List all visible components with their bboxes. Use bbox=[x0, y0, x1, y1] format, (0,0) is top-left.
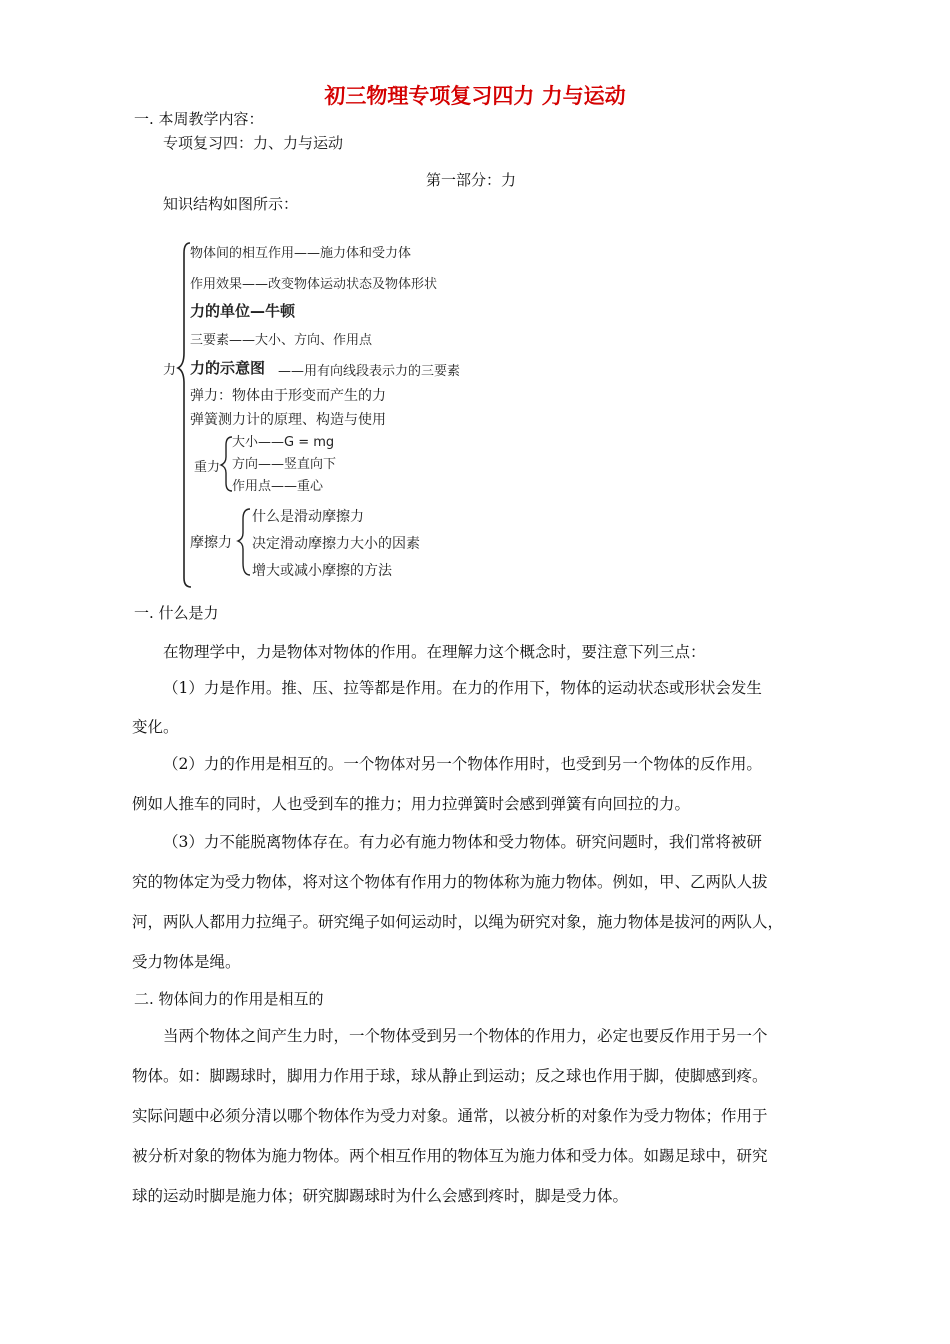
paragraph-line: 究的物体定为受力物体，将对这个物体有作用力的物体称为施力物体。例如，甲、乙两队人拔 bbox=[132, 873, 768, 891]
paragraph-line: 河，两队人都用力拉绳子。研究绳子如何运动时，以绳为研究对象，施力物体是拔河的两队人， bbox=[132, 913, 784, 931]
diagram-item: 三要素——大小、方向、作用点 bbox=[190, 333, 373, 348]
paragraph-line: 当两个物体之间产生力时，一个物体受到另一个物体的作用力，必定也要反作用于另一个 bbox=[163, 1027, 768, 1045]
diagram-item: 力的示意图 bbox=[190, 359, 266, 377]
page-title: 初三物理专项复习四力 力与运动 bbox=[324, 84, 626, 108]
part-heading: 第一部分：力 bbox=[426, 171, 517, 189]
diagram-item: 力的单位—牛顿 bbox=[190, 302, 296, 320]
paragraph-line: 受力物体是绳。 bbox=[132, 953, 241, 971]
gravity-item: 大小——G = mg bbox=[232, 435, 335, 450]
paragraph-line: 实际问题中必须分清以哪个物体作为受力对象。通常，以被分析的对象作为受力物体；作用于 bbox=[132, 1107, 768, 1125]
friction-label: 摩擦力 bbox=[190, 535, 232, 551]
friction-item: 增大或减小摩擦的方法 bbox=[252, 563, 392, 579]
paragraph-line: 变化。 bbox=[132, 718, 179, 736]
paragraph-line: 在物理学中，力是物体对物体的作用。在理解力这个概念时，要注意下列三点： bbox=[163, 643, 706, 661]
gravity-item: 作用点——重心 bbox=[232, 479, 324, 494]
structure-note: 知识结构如图所示： bbox=[163, 195, 299, 213]
diagram-item: 弹力：物体由于形变而产生的力 bbox=[190, 388, 386, 404]
paragraph-line: （3）力不能脱离物体存在。有力必有施力物体和受力物体。研究问题时，我们常将被研 bbox=[163, 833, 762, 851]
section-heading: 一. 什么是力 bbox=[134, 604, 219, 622]
gravity-item: 方向——竖直向下 bbox=[232, 457, 337, 472]
diagram-item: ——用有向线段表示力的三要素 bbox=[278, 364, 461, 379]
paragraph-line: 例如人推车的同时，人也受到车的推力；用力拉弹簧时会感到弹簧有向回拉的力。 bbox=[132, 795, 691, 813]
friction-item: 决定滑动摩擦力大小的因素 bbox=[252, 536, 420, 552]
diagram-item: 物体间的相互作用——施力体和受力体 bbox=[190, 246, 412, 261]
diagram-root: 力 bbox=[163, 363, 177, 378]
friction-item: 什么是滑动摩擦力 bbox=[252, 509, 364, 525]
subheading: 专项复习四：力、力与运动 bbox=[163, 134, 344, 152]
paragraph-line: （2）力的作用是相互的。一个物体对另一个物体作用时，也受到另一个物体的反作用。 bbox=[163, 755, 762, 773]
diagram-item: 作用效果——改变物体运动状态及物体形状 bbox=[190, 277, 438, 292]
section-heading-content: 一. 本周教学内容： bbox=[134, 110, 264, 128]
gravity-label: 重力 bbox=[194, 460, 221, 475]
paragraph-line: 被分析对象的物体为施力物体。两个相互作用的物体互为施力体和受力体。如踢足球中，研究 bbox=[132, 1147, 768, 1165]
paragraph-line: 球的运动时脚是施力体；研究脚踢球时为什么会感到疼时，脚是受力体。 bbox=[132, 1187, 629, 1205]
diagram-item: 弹簧测力计的原理、构造与使用 bbox=[190, 412, 386, 428]
paragraph-line: 物体。如：脚踢球时，脚用力作用于球，球从静止到运动；反之球也作用于脚，使脚感到疼。 bbox=[132, 1067, 768, 1085]
section-heading: 二. 物体间力的作用是相互的 bbox=[134, 990, 324, 1008]
paragraph-line: （1）力是作用。推、压、拉等都是作用。在力的作用下，物体的运动状态或形状会发生 bbox=[163, 679, 762, 697]
knowledge-structure-diagram bbox=[160, 233, 460, 593]
